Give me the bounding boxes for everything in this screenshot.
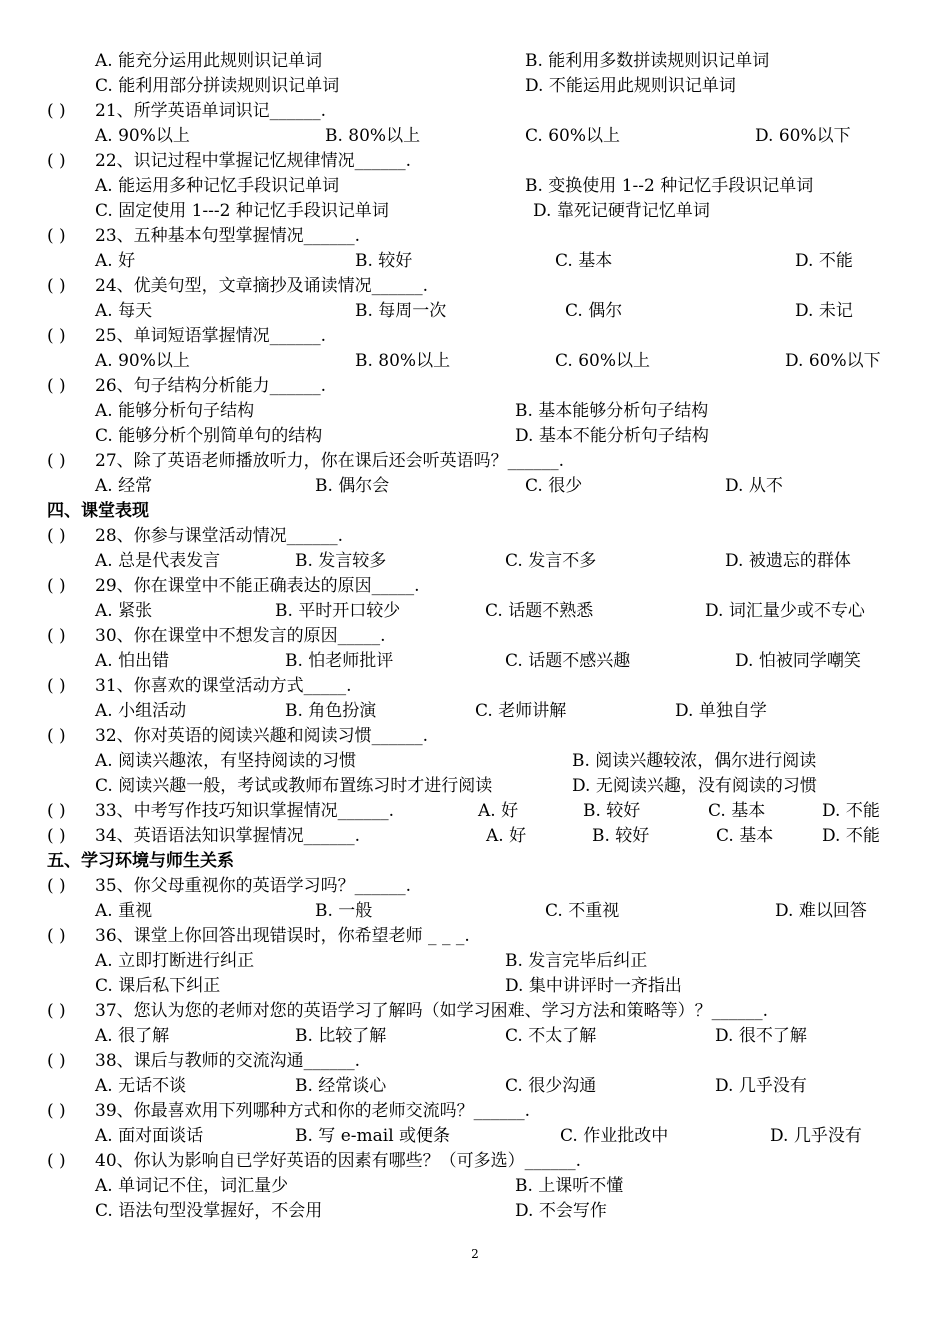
option-text: B. 上课听不懂 xyxy=(515,1176,624,1196)
question-text: 30、你在课堂中不想发言的原因_____. xyxy=(95,626,386,646)
option-text: D. 难以回答 xyxy=(775,901,867,921)
option-text: B. 变换使用 1--2 种记忆手段识记单词 xyxy=(525,176,814,196)
options-line xyxy=(0,649,950,674)
question-line xyxy=(0,1149,950,1174)
option-text: B. 80%以上 xyxy=(325,126,421,146)
option-text: D. 不能 xyxy=(822,801,880,821)
option-text: B. 每周一次 xyxy=(355,301,447,321)
option-text: A. 好 xyxy=(95,251,136,271)
option-text: B. 较好 xyxy=(583,801,641,821)
option-text: B. 发言完毕后纠正 xyxy=(505,951,648,971)
option-text: C. 不重视 xyxy=(545,901,620,921)
question-text: 26、句子结构分析能力______. xyxy=(95,376,327,396)
option-text: D. 怕被同学嘲笑 xyxy=(735,651,861,671)
option-text: B. 角色扮演 xyxy=(285,701,377,721)
option-text: C. 基本 xyxy=(555,251,613,271)
question-text: 21、所学英语单词识记______. xyxy=(95,101,327,121)
question-text: 28、你参与课堂活动情况______. xyxy=(95,526,344,546)
option-text: A. 单词记不住，词汇量少 xyxy=(95,1176,289,1196)
option-text: C. 作业批改中 xyxy=(560,1126,669,1146)
question-line xyxy=(0,624,950,649)
question-text: 25、单词短语掌握情况______. xyxy=(95,326,327,346)
option-text: C. 60%以上 xyxy=(555,351,650,371)
option-text: D. 60%以下 xyxy=(755,126,851,146)
option-text: B. 80%以上 xyxy=(355,351,451,371)
options-line xyxy=(0,424,950,449)
option-text: B. 比较了解 xyxy=(295,1026,387,1046)
options-line xyxy=(0,474,950,499)
section-heading xyxy=(0,499,950,524)
option-text: C. 很少 xyxy=(525,476,583,496)
option-text: C. 固定使用 1---2 种记忆手段识记单词 xyxy=(95,201,389,221)
options-line xyxy=(0,49,950,74)
answer-blank[interactable]: ( ) xyxy=(47,1151,66,1171)
option-text: D. 靠死记硬背记忆单词 xyxy=(533,201,710,221)
option-text: C. 能利用部分拼读规则识记单词 xyxy=(95,76,340,96)
question-text: 40、你认为影响自已学好英语的因素有哪些？（可多选）______. xyxy=(95,1151,582,1171)
question-line xyxy=(0,924,950,949)
question-text: 37、您认为您的老师对您的英语学习了解吗（如学习困难、学习方法和策略等）？______. xyxy=(95,1001,769,1021)
option-text: C. 基本 xyxy=(708,801,766,821)
answer-blank[interactable]: ( ) xyxy=(47,226,66,246)
option-text: A. 无话不谈 xyxy=(95,1076,187,1096)
options-line xyxy=(0,974,950,999)
option-text: A. 小组活动 xyxy=(95,701,187,721)
option-text: D. 从不 xyxy=(725,476,783,496)
answer-blank[interactable]: ( ) xyxy=(47,626,66,646)
option-text: A. 总是代表发言 xyxy=(95,551,221,571)
option-text: A. 阅读兴趣浓，有坚持阅读的习惯 xyxy=(95,751,357,771)
option-text: B. 平时开口较少 xyxy=(275,601,401,621)
option-text: D. 基本不能分析句子结构 xyxy=(515,426,709,446)
option-text: C. 话题不熟悉 xyxy=(485,601,594,621)
option-text: C. 发言不多 xyxy=(505,551,597,571)
option-text: C. 偶尔 xyxy=(565,301,623,321)
option-text: A. 很了解 xyxy=(95,1026,170,1046)
answer-blank[interactable]: ( ) xyxy=(47,526,66,546)
answer-blank[interactable]: ( ) xyxy=(47,726,66,746)
answer-blank[interactable]: ( ) xyxy=(47,151,66,171)
option-text: C. 60%以上 xyxy=(525,126,620,146)
answer-blank[interactable]: ( ) xyxy=(47,451,66,471)
option-text: A. 好 xyxy=(486,826,527,846)
question-line xyxy=(0,1099,950,1124)
option-text: C. 不太了解 xyxy=(505,1026,597,1046)
options-line xyxy=(0,1024,950,1049)
question-text: 22、识记过程中掌握记忆规律情况______. xyxy=(95,151,412,171)
option-text: A. 面对面谈话 xyxy=(95,1126,204,1146)
question-text: 39、你最喜欢用下列哪种方式和你的老师交流吗？______. xyxy=(95,1101,531,1121)
question-text: 33、中考写作技巧知识掌握情况______. xyxy=(95,801,395,821)
option-text: C. 老师讲解 xyxy=(475,701,567,721)
question-line xyxy=(0,149,950,174)
answer-blank[interactable]: ( ) xyxy=(47,801,66,821)
option-text: D. 不能 xyxy=(822,826,880,846)
answer-blank[interactable]: ( ) xyxy=(47,576,66,596)
option-text: B. 基本能够分析句子结构 xyxy=(515,401,709,421)
option-text: A. 能充分运用此规则识记单词 xyxy=(95,51,323,71)
options-line xyxy=(0,1174,950,1199)
options-line xyxy=(0,599,950,624)
option-text: C. 话题不感兴趣 xyxy=(505,651,631,671)
option-text: B. 能利用多数拼读规则识记单词 xyxy=(525,51,770,71)
option-text: D. 很不了解 xyxy=(715,1026,807,1046)
question-line xyxy=(0,999,950,1024)
option-text: D. 几乎没有 xyxy=(770,1126,862,1146)
option-text: D. 不会写作 xyxy=(515,1201,607,1221)
option-text: B. 阅读兴趣较浓，偶尔进行阅读 xyxy=(572,751,817,771)
question-text: 36、课堂上你回答出现错误时，你希望老师 _ _ _. xyxy=(95,926,470,946)
question-line xyxy=(0,1049,950,1074)
page-number: 2 xyxy=(471,1247,479,1261)
option-text: A. 怕出错 xyxy=(95,651,170,671)
answer-blank[interactable]: ( ) xyxy=(47,276,66,296)
option-text: A. 90%以上 xyxy=(95,351,190,371)
option-text: D. 单独自学 xyxy=(675,701,767,721)
option-text: C. 能够分析个别简单句的结构 xyxy=(95,426,323,446)
options-line xyxy=(0,774,950,799)
option-text: C. 课后私下纠正 xyxy=(95,976,221,996)
option-text: C. 语法句型没掌握好，不会用 xyxy=(95,1201,323,1221)
question-text: 38、课后与教师的交流沟通______. xyxy=(95,1051,361,1071)
option-text: C. 很少沟通 xyxy=(505,1076,597,1096)
option-text: A. 立即打断进行纠正 xyxy=(95,951,255,971)
answer-blank[interactable]: ( ) xyxy=(47,1101,66,1121)
option-text: B. 经常谈心 xyxy=(295,1076,387,1096)
question-line xyxy=(0,449,950,474)
option-text: C. 阅读兴趣一般，考试或教师布置练习时才进行阅读 xyxy=(95,776,493,796)
options-line xyxy=(0,1074,950,1099)
section-heading xyxy=(0,849,950,874)
options-line xyxy=(0,349,950,374)
answer-blank[interactable]: ( ) xyxy=(47,1001,66,1021)
option-text: D. 未记 xyxy=(795,301,853,321)
options-line xyxy=(0,949,950,974)
question-text: 34、英语语法知识掌握情况______. xyxy=(95,826,361,846)
option-text: A. 经常 xyxy=(95,476,153,496)
option-text: B. 怕老师批评 xyxy=(285,651,394,671)
section-heading-text: 五、学习环境与师生关系 xyxy=(47,851,234,871)
option-text: D. 60%以下 xyxy=(785,351,881,371)
option-text: D. 不能运用此规则识记单词 xyxy=(525,76,736,96)
question-line xyxy=(0,274,950,299)
option-text: B. 一般 xyxy=(315,901,373,921)
options-line xyxy=(0,1199,950,1224)
options-line xyxy=(0,749,950,774)
question-line xyxy=(0,874,950,899)
section-heading-text: 四、课堂表现 xyxy=(47,501,149,521)
answer-blank[interactable]: ( ) xyxy=(47,101,66,121)
answer-blank[interactable]: ( ) xyxy=(47,876,66,896)
question-line xyxy=(0,574,950,599)
question-text: 23、五种基本句型掌握情况______. xyxy=(95,226,361,246)
answer-blank[interactable]: ( ) xyxy=(47,1051,66,1071)
option-text: D. 被遗忘的群体 xyxy=(725,551,851,571)
option-text: D. 集中讲评时一齐指出 xyxy=(505,976,682,996)
option-text: A. 90%以上 xyxy=(95,126,190,146)
question-text: 31、你喜欢的课堂活动方式_____. xyxy=(95,676,352,696)
answer-blank[interactable]: ( ) xyxy=(47,376,66,396)
options-line xyxy=(0,299,950,324)
option-text: D. 几乎没有 xyxy=(715,1076,807,1096)
options-line xyxy=(0,174,950,199)
question-line xyxy=(0,99,950,124)
options-line xyxy=(0,74,950,99)
option-text: A. 能够分析句子结构 xyxy=(95,401,255,421)
option-text: C. 基本 xyxy=(716,826,774,846)
option-text: D. 词汇量少或不专心 xyxy=(705,601,865,621)
option-text: B. 写 e-mail 或便条 xyxy=(295,1126,451,1146)
option-text: B. 偶尔会 xyxy=(315,476,390,496)
option-text: B. 较好 xyxy=(592,826,650,846)
answer-blank[interactable]: ( ) xyxy=(47,826,66,846)
options-line xyxy=(0,399,950,424)
option-text: B. 发言较多 xyxy=(295,551,387,571)
option-text: D. 无阅读兴趣，没有阅读的习惯 xyxy=(572,776,817,796)
question-line xyxy=(0,224,950,249)
option-text: A. 能运用多种记忆手段识记单词 xyxy=(95,176,340,196)
option-text: A. 好 xyxy=(478,801,519,821)
question-text: 29、你在课堂中不能正确表达的原因_____. xyxy=(95,576,420,596)
options-line xyxy=(0,1124,950,1149)
question-text: 24、优美句型，文章摘抄及诵读情况______. xyxy=(95,276,429,296)
options-line xyxy=(0,899,950,924)
options-line xyxy=(0,199,950,224)
options-line xyxy=(0,249,950,274)
question-line xyxy=(0,374,950,399)
question-text: 35、你父母重视你的英语学习吗？______. xyxy=(95,876,412,896)
options-line xyxy=(0,549,950,574)
answer-blank[interactable]: ( ) xyxy=(47,676,66,696)
question-line xyxy=(0,324,950,349)
option-text: A. 紧张 xyxy=(95,601,153,621)
question-line xyxy=(0,724,950,749)
option-text: B. 较好 xyxy=(355,251,413,271)
question-text: 32、你对英语的阅读兴趣和阅读习惯______. xyxy=(95,726,429,746)
question-text: 27、除了英语老师播放听力，你在课后还会听英语吗？______. xyxy=(95,451,565,471)
question-line xyxy=(0,674,950,699)
question-line xyxy=(0,824,950,849)
option-text: D. 不能 xyxy=(795,251,853,271)
answer-blank[interactable]: ( ) xyxy=(47,926,66,946)
option-text: A. 重视 xyxy=(95,901,153,921)
options-line xyxy=(0,699,950,724)
options-line xyxy=(0,124,950,149)
question-line xyxy=(0,799,950,824)
option-text: A. 每天 xyxy=(95,301,153,321)
answer-blank[interactable]: ( ) xyxy=(47,326,66,346)
question-line xyxy=(0,524,950,549)
